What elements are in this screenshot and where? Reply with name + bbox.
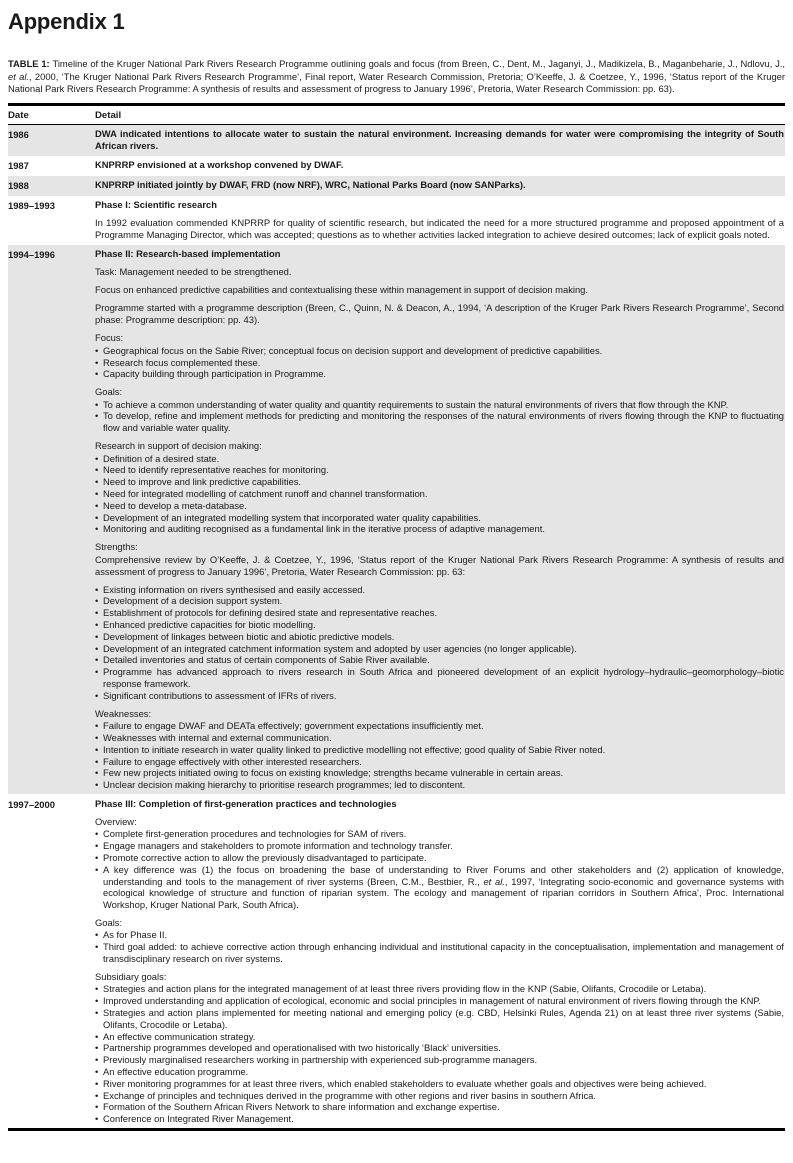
text-segment: Timeline of the Kruger National Park Rivers Research Programme outlining goals and focus (from Breen, C., Dent, M., Jaganyi, J., Madikizela, B., Maganbeharie, J., Ndlovu, J., [52,58,785,69]
list-item: • Partnership programmes developed and operationalised with two historically ‘Black’ universities. [95,1042,784,1054]
list-item: • Conference on Integrated River Management. [95,1113,784,1125]
row-date: 1989–1993 [8,200,55,212]
list-item: • Exchange of principles and techniques derived in the programme with other regions and river basins in southern Africa. [95,1090,784,1102]
detail-label: Focus: [95,332,124,344]
list-item: • Third goal added: to achieve corrective action through enhancing individual and institutional capacity in the conceptualisation, implementation and management of transdisciplinary research on river systems. [95,941,784,965]
list-item: • Strategies and action plans for the integrated management of at least three rivers providing flow in the KNP (Sabie, Olifants, Crocodile or Letaba). [95,983,784,995]
list-item: • Formation of the Southern African Rivers Network to share information and exchange expertise. [95,1101,784,1113]
detail-paragraph: DWA indicated intentions to allocate water to sustain the natural environment. Increasing demands for water were compromising the integrity of South African rivers. [95,128,784,152]
list-item: • An effective education programme. [95,1066,784,1078]
list-item: • Complete first-generation procedures and technologies for SAM of rivers. [95,828,784,840]
detail-label: Strengths: [95,541,138,553]
row-date: 1994–1996 [8,249,55,261]
detail-list [95,983,784,1125]
text-segment: , 2000, ‘The Kruger National Park Rivers Research Programme’, Final report, Water Research Commission, Pretoria; O’Keeffe, J. & Coetzee, Y., 1996, ‘Status report of the Kruger National Park Rivers Research Programme: A synthesis of results and assessment of progress to January 1996’, Pretoria, Water Research Commission: pp. 63). [8,70,786,95]
detail-label: Overview: [95,815,137,827]
table-row [8,794,785,1128]
row-date: 1988 [8,180,29,192]
detail-paragraph: Task: Management needed to be strengthened. [95,266,292,278]
list-item: • Definition of a desired state. [95,453,784,465]
table-row [8,125,785,156]
list-item: • Need to develop a meta-database. [95,500,784,512]
row-detail [95,179,785,192]
detail-list [95,453,784,536]
detail-paragraph: In 1992 evaluation commended KNPRRP for quality of scientific research, but indicated the need for a more structured programme and proposed appointment of a Programme Managing Director, which was accepted; questions as to whether activities lacked integration to achieve desired outcomes; lack of explicit goals noted. [95,217,784,241]
list-item: • Monitoring and auditing recognised as a fundamental link in the iterative process of adaptive management. [95,523,784,535]
list-item: • Strategies and action plans implemented for meeting national and emerging policy (e.g. CBD, Helsinki Rules, Agenda 21) on at least three river systems (Sabie, Olifants, Crocodile or Letaba). [95,1007,784,1031]
page-title: Appendix 1 [8,9,125,34]
row-detail [95,798,785,1125]
table-row [8,245,785,795]
row-date: 1997–2000 [8,798,55,810]
italic-text: et al. [483,875,505,887]
detail-list [95,929,784,964]
list-item: • Detailed inventories and status of certain components of Sabie River available. [95,654,784,666]
list-item: • Capacity building through participation in Programme. [95,368,784,380]
detail-paragraph: KNPRRP initiated jointly by DWAF, FRD (now NRF), WRC, National Parks Board (now SANParks). [95,179,526,191]
list-item: • Need to identify representative reaches for monitoring. [95,464,784,476]
list-item: • Existing information on rivers synthesised and easily accessed. [95,584,784,596]
list-item: • Failure to engage DWAF and DEATa effectively; government expectations insufficiently met. [95,720,784,732]
bold-text: TABLE 1: [8,58,53,69]
list-item: • Few new projects initiated owing to focus on existing knowledge; strengths became vulnerable in certain areas. [95,767,784,779]
table-caption [8,58,785,96]
detail-list [95,345,784,380]
detail-label: Weaknesses: [95,707,152,719]
row-date: 1987 [8,160,29,172]
list-item: • Development of a decision support system. [95,595,784,607]
table-body [8,125,785,1129]
list-item: • Significant contributions to assessment of IFRs of rivers. [95,690,784,702]
list-item: • Promote corrective action to allow the previously disadvantaged to participate. [95,852,784,864]
list-item [95,864,784,911]
list-item: • Programme has advanced approach to rivers research in South Africa and pioneered development of an explicit hydrology–hydraulic–geomorphology–biotic response framework. [95,666,784,690]
detail-label: Goals: [95,386,123,398]
detail-label: Goals: [95,916,123,928]
table-header-row [8,106,785,125]
list-item: • Development of an integrated catchment information system and adopted by user agencies (no longer applicable). [95,643,784,655]
table-row [8,176,785,196]
list-item: • Need to improve and link predictive capabilities. [95,476,784,488]
list-item: • Research focus complemented these. [95,357,784,369]
column-header-detail: Detail [95,109,122,121]
detail-label: Subsidiary goals: [95,970,167,982]
list-item: • Failure to engage effectively with other interested researchers. [95,756,784,768]
list-item: • Intention to initiate research in water quality linked to predictive modelling not effective; good quality of Sabie River noted. [95,744,784,756]
detail-list [95,399,784,434]
row-detail [95,199,785,241]
phase-heading: Phase II: Research-based implementation [95,248,281,260]
text-segment: A key difference was (1) the focus on broadening the base of understanding to River Forums and other stakeholders and (2) application of knowledge, understanding and tools to the management of river systems (Breen, C.M., Bestbier, R., [103,863,784,887]
list-item: • Weaknesses with internal and external communication. [95,732,784,744]
list-item: • Establishment of protocols for defining desired state and representative reaches. [95,607,784,619]
timeline-table [8,103,785,1132]
text-segment: , 1997, ‘Integrating socio-economic and governance systems with ecological knowledge of structure and function of riparian system. The ecology and management of riparian corridors in Southern Africa’, Proc. International Workshop, Kruger National Park, South Africa). [103,875,785,911]
detail-paragraph: Comprehensive review by O’Keeffe, J. & Coetzee, Y., 1996, ‘Status report of the Kruger National Park Rivers Research Programme: A synthesis of results and assessment of progress to January 1996’, Pretoria, Water Research Commission: pp. 63: [95,553,784,577]
row-detail [95,159,785,172]
detail-list [95,828,784,911]
list-item: • To develop, refine and implement methods for predicting and monitoring the responses of the natural environments of rivers flowing through the KNP to fluctuating flow and variable water quality. [95,410,784,434]
detail-list [95,584,784,702]
list-item: • Unclear decision making hierarchy to prioritise research programmes; led to discontent. [95,779,784,791]
list-item: • Engage managers and stakeholders to promote information and technology transfer. [95,840,784,852]
detail-label: Research in support of decision making: [95,440,262,452]
list-item: • Need for integrated modelling of catchment runoff and channel transformation. [95,488,784,500]
list-item: • Geographical focus on the Sabie River; conceptual focus on decision support and development of predictive capabilities. [95,345,784,357]
row-date: 1986 [8,129,29,141]
list-item: • To achieve a common understanding of water quality and quantity requirements to sustain the natural environments of rivers that flow through the KNP. [95,399,784,411]
row-detail [95,128,785,152]
detail-paragraph: KNPRRP envisioned at a workshop convened by DWAF. [95,159,344,171]
table-row [8,196,785,245]
table-row [8,156,785,176]
list-item: • Development of linkages between biotic and abiotic predictive models. [95,631,784,643]
column-header-date: Date [8,109,29,121]
row-detail [95,248,785,791]
list-item: • Improved understanding and application of ecological, economic and social principles in management of natural environment of rivers flowing through the KNP. [95,995,784,1007]
list-item: • Development of an integrated modelling system that incorporated water quality capabilities. [95,512,784,524]
detail-list [95,720,784,791]
list-item: • An effective communication strategy. [95,1031,784,1043]
list-item: • River monitoring programmes for at least three rivers, which enabled stakeholders to evaluate whether goals and objectives were being achieved. [95,1078,784,1090]
italic-text: et al. [8,70,30,82]
phase-heading: Phase I: Scientific research [95,199,217,211]
phase-heading: Phase III: Completion of first-generation practices and technologies [95,797,397,809]
list-item: • As for Phase II. [95,929,784,941]
detail-paragraph: Programme started with a programme description (Breen, C., Quinn, N. & Deacon, A., 1994, ‘A description of the Kruger Park Rivers Research Programme’, Second phase: Programme description: pp. 43). [95,302,784,326]
list-item: • Enhanced predictive capacities for biotic modelling. [95,619,784,631]
detail-paragraph: Focus on enhanced predictive capabilities and contextualising these within management in support of decision making. [95,284,589,296]
list-item: • Previously marginalised researchers working in partnership with experienced sub-programme managers. [95,1054,784,1066]
